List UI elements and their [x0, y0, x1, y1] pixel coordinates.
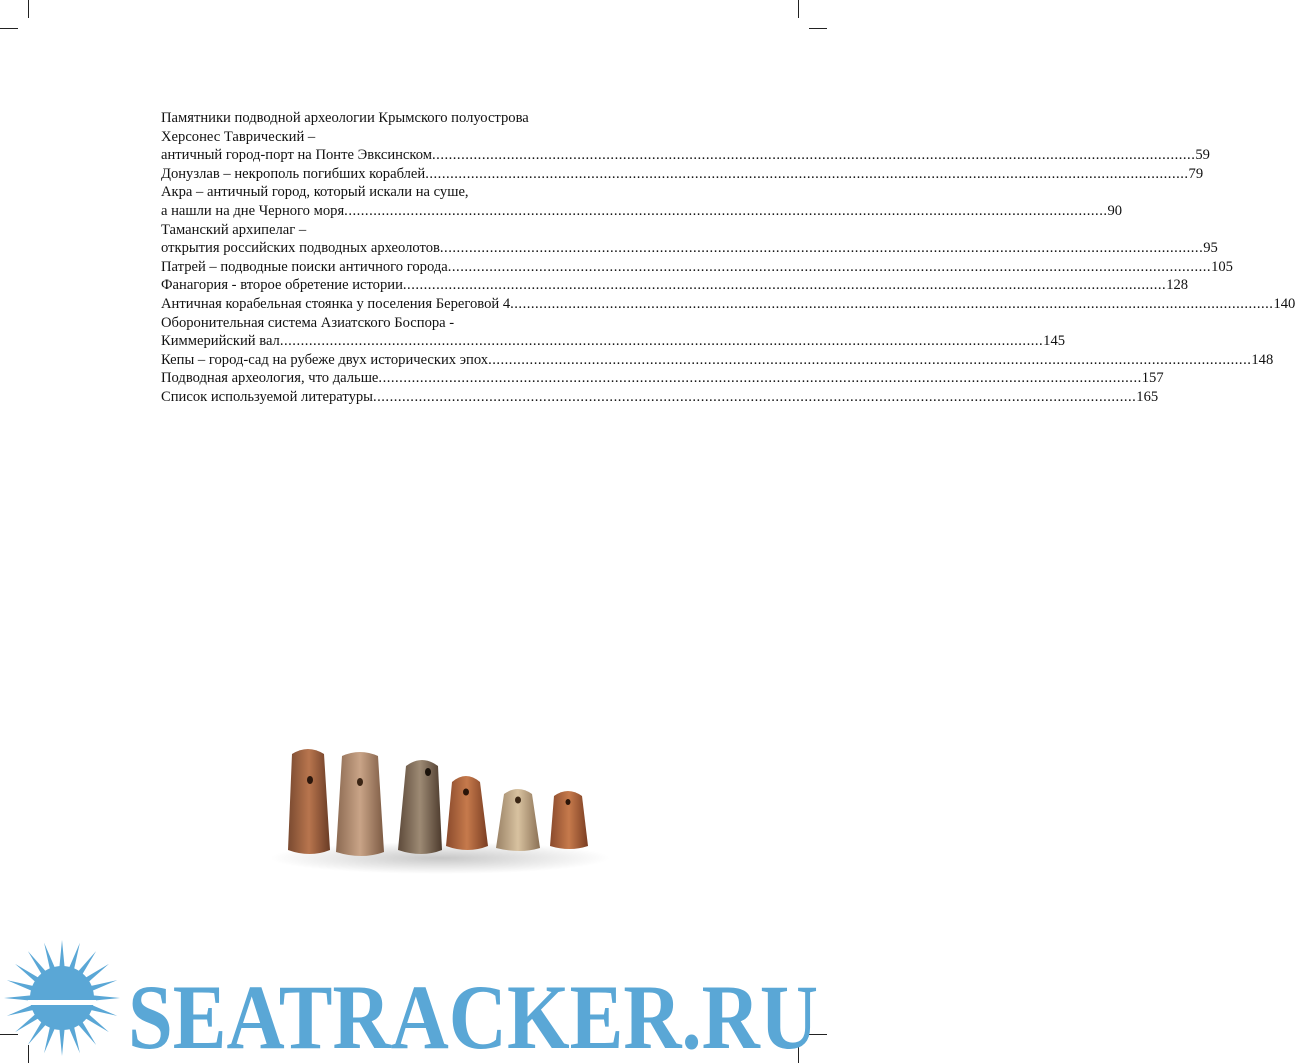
table-of-contents [161, 109, 1295, 407]
toc-entry[interactable] [161, 258, 1233, 277]
loom-weight [288, 749, 330, 854]
toc-entry-title: Фанагория - второе обретение истории [161, 277, 403, 294]
toc-leader-dots [432, 146, 1195, 165]
sun-ray [90, 980, 118, 991]
crop-mark [28, 0, 29, 18]
toc-leader-dots [448, 258, 1211, 277]
loom-weight [398, 760, 442, 854]
toc-entry-title-line: Оборонительная система Азиатского Боспора - [161, 314, 455, 331]
sun-ray [7, 980, 35, 991]
toc-entry-title-line: Акра – античный город, который искали на суше, [161, 184, 469, 201]
toc-entry-title: Донузлав – некрополь погибших кораблей [161, 165, 426, 182]
toc-page-number: 90 [1107, 202, 1123, 219]
toc-entry-title: Кепы – город-сад на рубеже двух исторических эпох [161, 351, 489, 368]
sun-ray [4, 995, 32, 1000]
toc-entry-title: Подводная археология, что дальше [161, 370, 379, 387]
sun-ray [44, 943, 55, 971]
toc-entry[interactable] [161, 146, 1210, 165]
toc-leader-dots [280, 332, 1043, 351]
toc-page-number: 165 [1136, 388, 1159, 405]
sun-ray [7, 1005, 35, 1016]
toc-entry-title: Патрей – подводные поиски античного города [161, 258, 448, 275]
toc-entry[interactable] [161, 332, 1066, 351]
toc-leader-dots [378, 369, 1141, 388]
sun-disc [30, 966, 94, 1030]
sun-ray [69, 1026, 80, 1054]
sun-ray [90, 1005, 118, 1016]
crop-mark [798, 0, 799, 18]
toc-leader-dots [510, 295, 1273, 314]
toc-entry[interactable] [161, 165, 1204, 184]
sun-ray [44, 1026, 55, 1054]
toc-entry-title-line: Таманский архипелаг – [161, 221, 307, 238]
toc-page-number: 128 [1166, 277, 1189, 294]
toc-entry-title: Список используемой литературы [161, 388, 373, 405]
toc-entry[interactable] [161, 369, 1164, 388]
toc-leader-dots [488, 351, 1251, 370]
toc-entry[interactable] [161, 239, 1218, 258]
toc-entry-title: а нашли на дне Черного моря [161, 202, 345, 219]
toc-entry[interactable] [161, 276, 1189, 295]
toc-entries [161, 128, 1295, 407]
sun-ray [59, 940, 64, 968]
sun-ray [69, 943, 80, 971]
toc-page-number: 59 [1195, 147, 1210, 164]
toc-leader-dots [373, 388, 1136, 407]
sun-ray [59, 1028, 64, 1056]
toc-entry[interactable] [161, 351, 1274, 370]
toc-page-number: 157 [1141, 370, 1164, 387]
toc-entry-title: античный город-порт на Понте Эвксинском [161, 147, 433, 164]
toc-entry-title: Киммерийский вал [161, 333, 280, 350]
toc-page-number: 79 [1188, 165, 1204, 182]
toc-entry[interactable] [161, 388, 1159, 407]
toc-entry[interactable] [161, 295, 1295, 314]
sun-ray [92, 995, 120, 1000]
toc-entry-title: открытия российских подводных археолотов [161, 240, 440, 257]
toc-page-number: 148 [1251, 351, 1274, 368]
toc-heading: Памятники подводной археологии Крымского полуострова [161, 110, 529, 126]
toc-page-number: 105 [1211, 258, 1233, 275]
toc-page-number: 95 [1203, 240, 1218, 257]
loom-weight [496, 789, 540, 851]
toc-entry-title: Античная корабельная стоянка у поселения Береговой 4 [161, 295, 511, 312]
toc-leader-dots [403, 276, 1166, 295]
seatracker-watermark [0, 940, 827, 1063]
toc-entry-title-line: Херсонес Таврический – [161, 128, 316, 145]
clay-loom-weights-photo [270, 740, 600, 890]
loom-weight [446, 776, 488, 850]
crop-mark [809, 28, 827, 29]
watermark-text: SEATRACKER.RU [128, 966, 818, 1063]
crop-mark [0, 28, 18, 29]
toc-leader-dots [425, 165, 1188, 184]
toc-entry[interactable] [161, 202, 1123, 221]
toc-leader-dots [440, 239, 1203, 258]
sun-icon [4, 940, 120, 1056]
toc-page-number: 140 [1273, 295, 1295, 312]
loom-weight [550, 791, 588, 849]
toc-page-number: 145 [1043, 333, 1066, 350]
loom-weight [336, 752, 384, 856]
sun-horizon-line [28, 1000, 96, 1005]
toc-leader-dots [344, 202, 1107, 221]
